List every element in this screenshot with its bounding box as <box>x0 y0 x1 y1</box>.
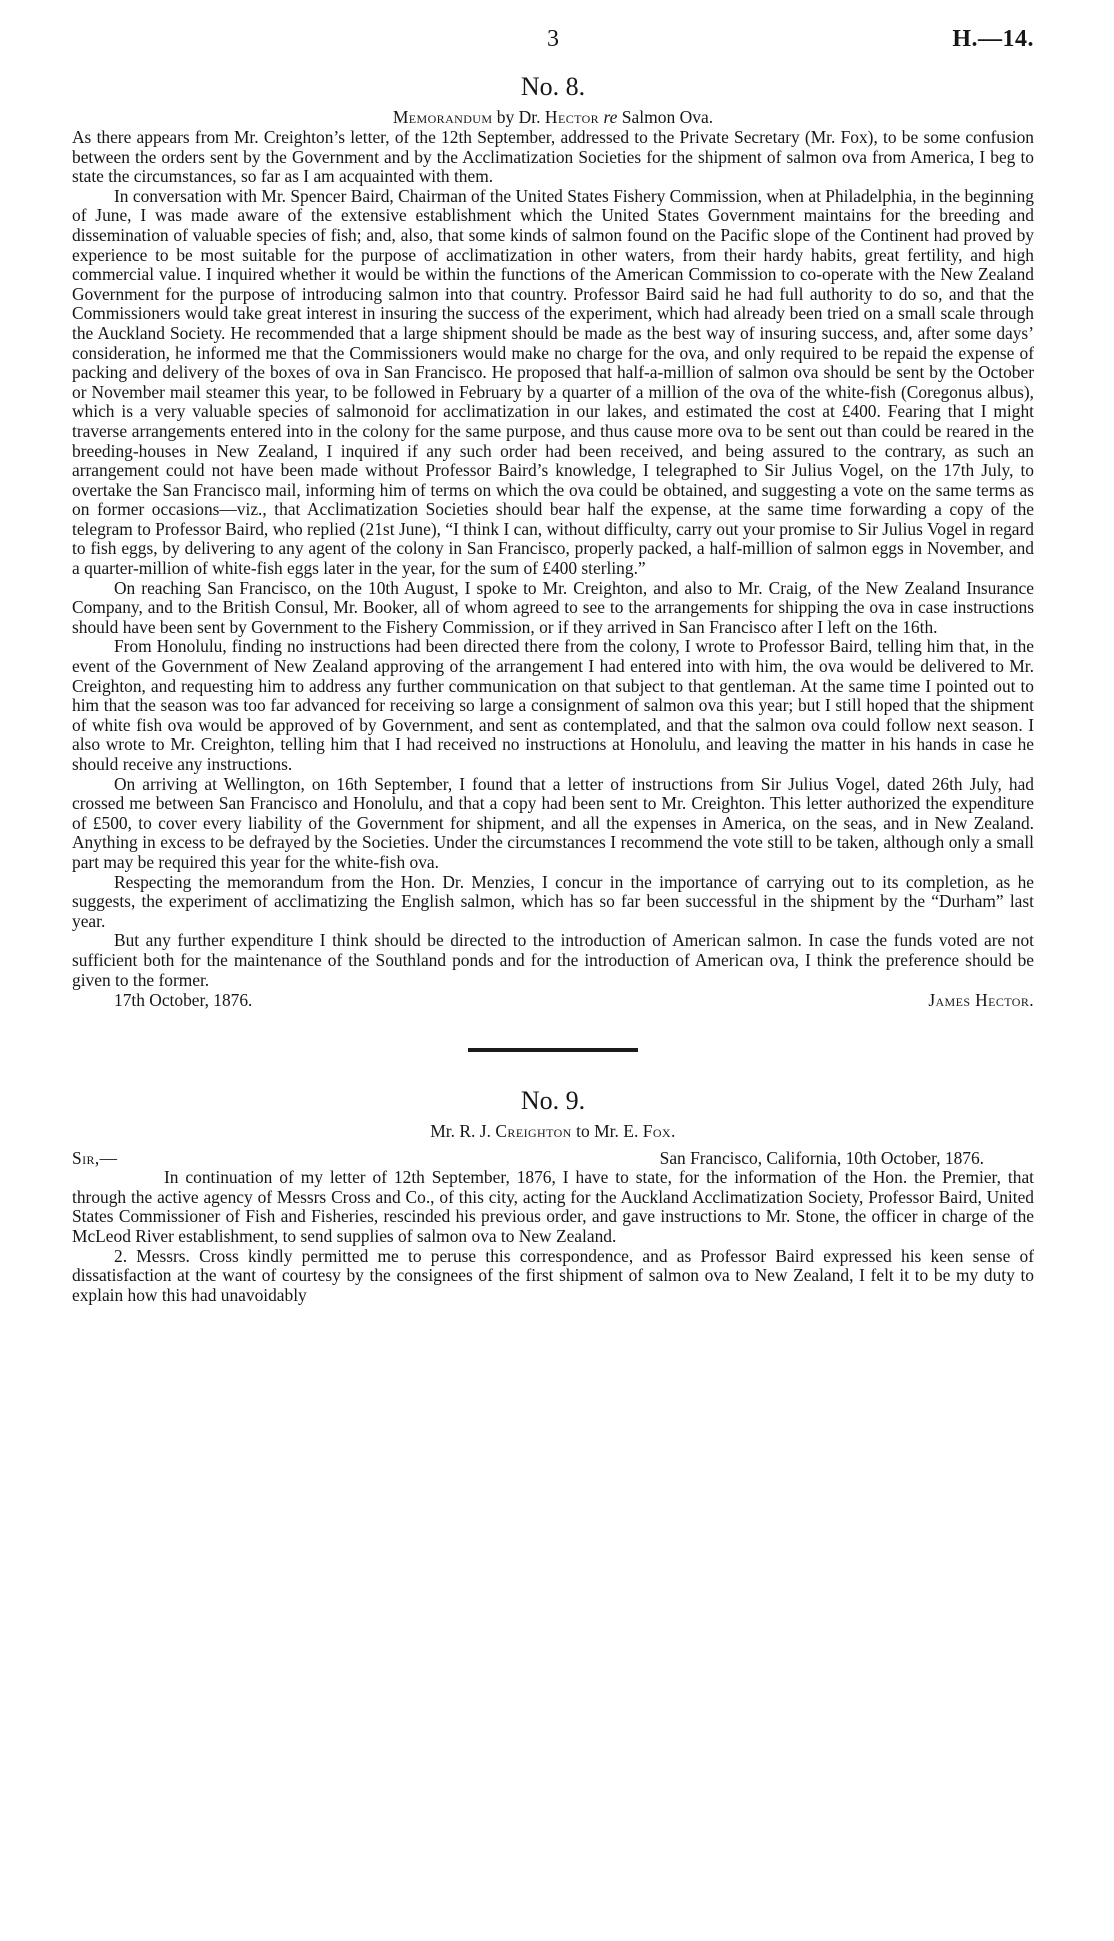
section-number: No. 8. <box>520 72 586 101</box>
title-re: re <box>599 107 618 127</box>
paragraph: On reaching San Francisco, on the 10th August, I spoke to Mr. Creighton, and also to Mr. Craig, of the New Zealand Insurance Company, and to the British Consul, Mr. Booker, all of whom agreed to see to the arrangements for shipping the ova in case instructions should have been sent by Government to the Fishery Commission, or if they arrived in San Francisco after I left on the 16th. <box>72 577 1034 637</box>
title-prefix: Memorandum <box>392 107 493 127</box>
paragraph: As there appears from Mr. Creighton’s letter, of the 12th September, addressed to the Private Secretary (Mr. Fox), to be some confusion between the orders sent by the Government and by the Acclimatization Societies for the shipment of salmon ova from America, I beg to state the circumstances, so far as I am acquainted with them. <box>72 127 1034 187</box>
paragraph: But any further expenditure I think should be directed to the introduction of American salmon. In case the funds voted are not sufficient both for the maintenance of the Southland ponds and for the introduction of American ova, I think the preference should be given to the former. <box>72 930 1034 990</box>
sign-line <box>72 990 1034 1010</box>
section-number: No. 9. <box>520 1086 586 1116</box>
paragraph: Respecting the memorandum from the Hon. Dr. Menzies, I concur in the importance of carrying out to its completion, as he suggests, the experiment of acclimatizing the English salmon, which has so far been successful in the shipment by the “Durham” last year. <box>72 871 1034 931</box>
memo-date: 17th October, 1876. <box>114 990 253 1011</box>
salutation-line <box>72 1148 1034 1168</box>
section-title <box>72 106 1034 128</box>
letter-body <box>72 1168 1034 1305</box>
address-date: San Francisco, California, 10th October, 1876. <box>659 1148 984 1169</box>
title-to-name: Fox. <box>642 1121 676 1142</box>
running-header <box>72 26 1034 58</box>
paragraph: 2. Messrs. Cross kindly permitted me to peruse this correspondence, and as Professor Baird expressed his keen sense of dissatisfaction at the want of courtesy by the consignees of the first shipment of salmon ova to New Zealand, I felt it to be my duty to explain how this had unavoidably <box>72 1245 1034 1305</box>
document-reference: H.—14. <box>952 26 1034 52</box>
title-to: to Mr. E. <box>571 1121 643 1142</box>
title-suffix: Salmon Ova. <box>617 107 714 127</box>
title-mid: by Dr. <box>492 107 545 127</box>
paragraph: On arriving at Wellington, on 16th September, I found that a letter of instructions from Sir Julius Vogel, dated 26th July, had crossed me between San Francisco and Honolulu, and that a copy had been sent to Mr. Creighton. This letter authorized the expenditure of £500, to cover every liability of the Government for shipment, and all the expenses in America, on the seas, and in New Zealand. Anything in excess to be defrayed by the Societies. Under the circumstances I recommend the vote still to be taken, although only a small part may be required this year for the white-fish ova. <box>72 773 1034 872</box>
section-divider <box>468 1048 638 1052</box>
section-title <box>72 1120 1034 1142</box>
title-from-name: Creighton <box>495 1121 572 1142</box>
page-number: 3 <box>547 26 559 52</box>
title-from: Mr. R. J. <box>430 1121 496 1142</box>
salutation: Sir,— <box>72 1148 118 1169</box>
memorandum-body <box>72 128 1034 990</box>
paragraph: In conversation with Mr. Spencer Baird, Chairman of the United States Fishery Commission, when at Philadelphia, in the beginning of June, I was made aware of the extensive establishment which the United States Government maintains for the breeding and dissemination of valuable species of fish; and, also, that some kinds of salmon found on the Pacific slope of the Continent had proved by experience to be most suitable for the purpose of acclimatization in other waters, from their hardy habits, great fertility, and high commercial value. I inquired whether it would be within the functions of the American Commission to co-operate with the New Zealand Government for the purpose of introducing salmon into that country. Professor Baird said he had full authority to do so, and that the Commissioners would take great interest in insuring the success of the experiment, which had already been tried on a small scale through the Auckland Society. He recommended that a large shipment should be made as the best way of insuring success, and, after some days’ consideration, he informed me that the Commissioners would make no charge for the ova, and only required to be repaid the expense of packing and delivery of the boxes of ova in San Francisco. He proposed that half-a-million of salmon ova should be sent by the October or November mail steamer this year, to be followed in February by a quarter of a million of the ova of the white-fish (Coregonus albus), which is a very valuable species of salmonoid for acclimatization in our lakes, and estimated the cost at £400. Fearing that I might traverse arrangements entered into in the colony for the same purpose, and thus cause more ova to be sent out than could be reared in the breeding-houses in New Zealand, I inquired if any such order had been received, and being assured to the contrary, as such an arrangement could not have been made without Professor Baird’s knowledge, I telegraphed to Sir Julius Vogel, on the 17th July, to overtake the San Francisco mail, informing him of terms on which the ova could be obtained, and suggesting a vote on the same terms as on former occasions—viz., that Acclimatization Societies should bear half the expense, at the same time forwarding a copy of the telegram to Professor Baird, who replied (21st June), “I think I can, without difficulty, carry out your promise to Sir Julius Vogel in regard to fish eggs, by delivering to any agent of the colony in San Francisco, properly packed, a half-million of salmon eggs in November, and a quarter-million of white-fish eggs later in the year, for the sum of £400 sterling.” <box>72 185 1034 579</box>
paragraph: From Honolulu, finding no instructions had been directed there from the colony, I wrote to Professor Baird, telling him that, in the event of the Government of New Zealand approving of the arrangement I had entered into with him, the ova would be delivered to Mr. Creighton, and requesting him to address any further communication on that subject to that gentleman. At the same time I pointed out to him that the season was too far advanced for receiving so large a consignment of salmon ova this year; but I still hoped that the shipment of white fish ova would be approved of by Government, and sent as contemplated, and that the salmon ova could follow next season. I also wrote to Mr. Creighton, telling him that I had received no instructions at Honolulu, and leaving the matter in his hands in case he should receive any instructions. <box>72 636 1034 774</box>
signature: James Hector. <box>928 990 1034 1011</box>
title-name: Hector <box>544 107 600 127</box>
paragraph: In continuation of my letter of 12th September, 1876, I have to state, for the information of the Hon. the Premier, that through the active agency of Messrs Cross and Co., of this city, acting for the Auckland Acclimatization Society, Professor Baird, United States Commissioner of Fish and Fisheries, rescinded his previous order, and gave instructions to Mr. Stone, the officer in charge of the McLeod River establishment, to send supplies of salmon ova to New Zealand. <box>72 1167 1034 1246</box>
